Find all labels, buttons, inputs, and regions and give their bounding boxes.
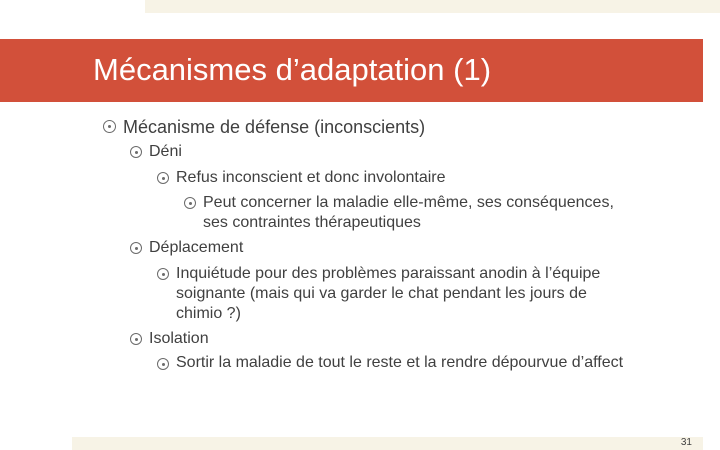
page-number: 31 [680,437,692,448]
slide-title: Mécanismes d’adaptation (1) [93,52,492,87]
circle-dot-bullet-icon [130,333,142,345]
bullet-unconscious-refusal: Refus inconscient et donc involontaire [176,169,446,186]
bullet-defense-mechanisms: Mécanisme de défense (inconscients) [123,117,426,137]
circle-dot-bullet-icon [157,268,169,280]
circle-dot-bullet-icon [157,358,169,370]
circle-dot-bullet-icon [103,120,116,133]
circle-dot-bullet-icon [130,146,142,158]
bullet-displacement: Déplacement [149,239,244,256]
circle-dot-bullet-icon [184,197,196,209]
footer-decorative-strip [72,437,703,450]
bullet-may-concern-line2: ses contraintes thérapeutiques [203,214,421,231]
circle-dot-bullet-icon [157,172,169,184]
bullet-isolation: Isolation [149,330,209,347]
bullet-denial: Déni [149,143,182,160]
circle-dot-bullet-icon [130,242,142,254]
top-decorative-strip [145,0,720,13]
bullet-separate-illness: Sortir la maladie de tout le reste et la rendre dépourvue d’affect [176,354,624,371]
bullet-may-concern-line1: Peut concerner la maladie elle-même, ses conséquences, [203,194,614,211]
bullet-worry-line3: chimio ?) [176,305,241,322]
bullet-worry-line2: soignante (mais qui va garder le chat pendant les jours de [176,285,587,302]
bullet-worry-line1: Inquiétude pour des problèmes paraissant anodin à l’équipe [176,265,601,282]
